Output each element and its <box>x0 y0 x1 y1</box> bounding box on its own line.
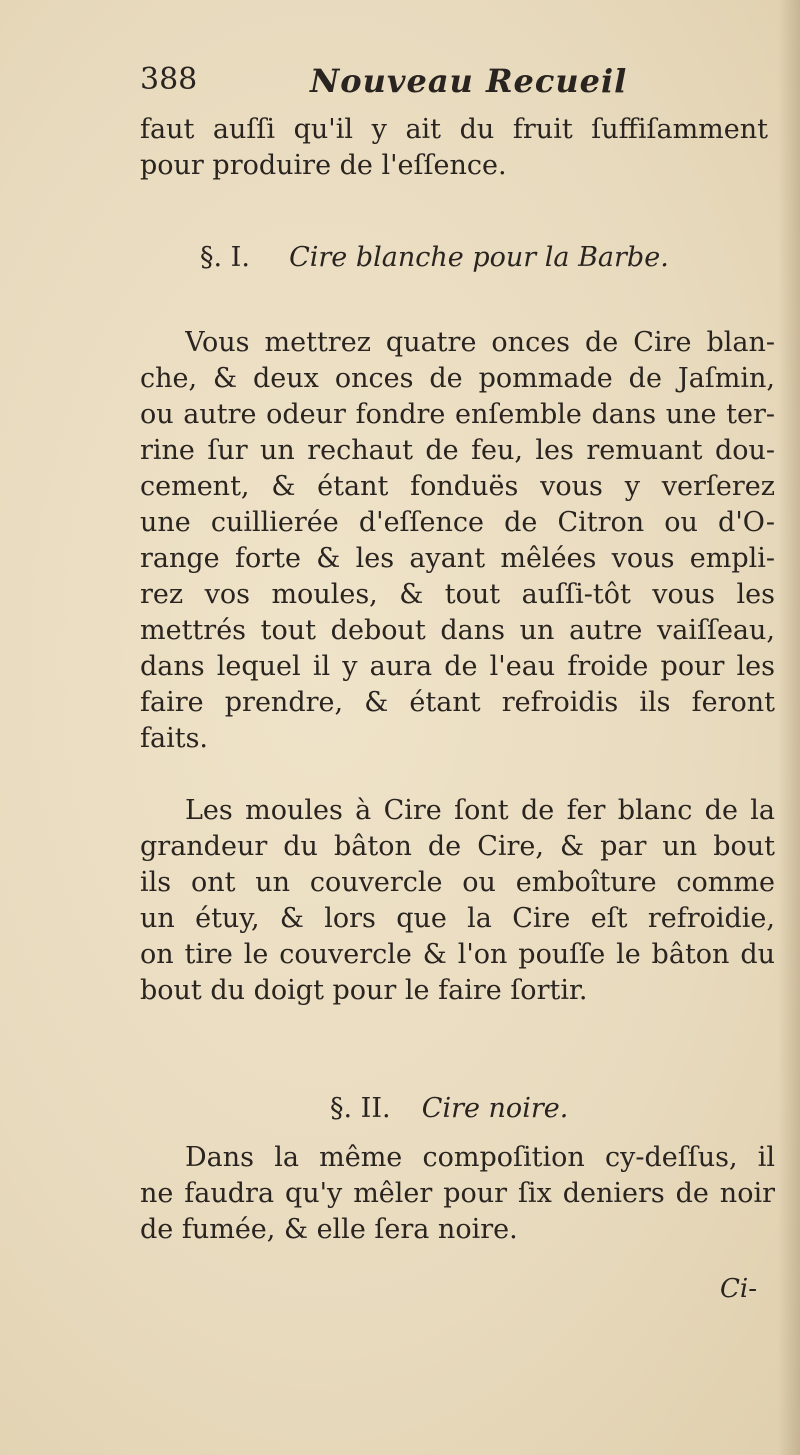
text-line: rine ſur un rechaut de feu, les remuant dou- <box>140 435 775 466</box>
text-line: mettrés tout debout dans un autre vaiſſeau, <box>140 615 775 646</box>
text-line: une cuillierée d'eſſence de Citron ou d'O- <box>140 507 775 538</box>
section-title: Cire noire. <box>421 1093 569 1124</box>
text-line: pour produire de l'eſſence. <box>140 150 507 181</box>
section-1-paragraph-1 <box>140 325 790 757</box>
text-line: ils ont un couvercle ou emboîture comme <box>140 867 775 898</box>
text-line: Dans la même compoſition cy-deſſus, il <box>185 1142 775 1173</box>
text-line: Vous mettrez quatre onces de Cire blan- <box>185 327 775 358</box>
text-line: dans lequel il y aura de l'eau froide pour les <box>140 651 775 682</box>
section-mark: §. I. <box>200 242 250 273</box>
intro-text <box>140 112 790 184</box>
section-mark: §. II. <box>330 1093 391 1124</box>
page-header <box>140 62 660 112</box>
section-1-heading <box>200 242 669 273</box>
running-title: Nouveau Recueil <box>310 62 628 100</box>
section-title: Cire blanche pour la Barbe. <box>289 242 669 273</box>
section-1-paragraph-2 <box>140 793 790 1009</box>
text-line: cement, & étant fonduës vous y verſerez <box>140 471 775 502</box>
text-line: ne faudra qu'y mêler pour ſix deniers de noir <box>140 1178 775 1209</box>
text-line: un étuy, & lors que la Cire eſt refroidie, <box>140 903 775 934</box>
text-line: bout du doigt pour le faire ſortir. <box>140 975 588 1006</box>
catchword: Ci- <box>720 1274 757 1304</box>
text-line: faire prendre, & étant refroidis ils feront <box>140 687 775 718</box>
text-line: faut auſſi qu'il y ait du fruit ſuffiſamment <box>140 114 768 145</box>
text-line: de fumée, & elle ſera noire. <box>140 1214 518 1245</box>
text-line: faits. <box>140 723 209 754</box>
text-line: range forte & les ayant mêlées vous empli- <box>140 543 775 574</box>
text-line: rez vos moules, & tout auſſi-tôt vous les <box>140 579 775 610</box>
text-line: grandeur du bâton de Cire, & par un bout <box>140 831 775 862</box>
text-line: che, & deux onces de pommade de Jaſmin, <box>140 363 775 394</box>
section-2-heading <box>330 1093 568 1124</box>
text-line: ou autre odeur fondre enſemble dans une ter- <box>140 399 775 430</box>
section-2-paragraph <box>140 1140 790 1248</box>
text-line: Les moules à Cire ſont de fer blanc de la <box>185 795 775 826</box>
page-number: 388 <box>140 62 198 97</box>
text-line: on tire le couvercle & l'on pouſſe le bâton du <box>140 939 775 970</box>
